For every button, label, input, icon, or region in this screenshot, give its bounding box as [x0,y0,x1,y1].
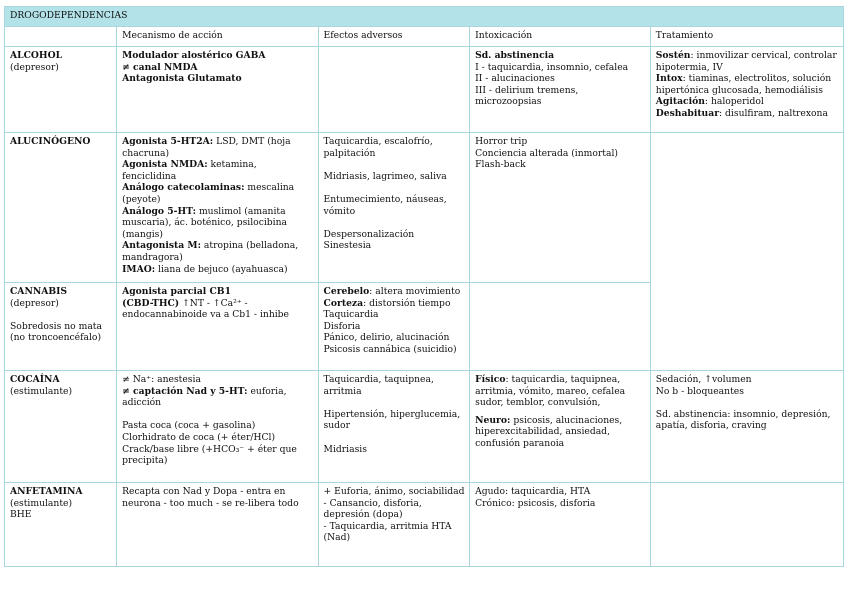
cocaina-trat-line: Sd. abstinencia: insomnio, depresión, apatía, disforia, craving [655,408,831,432]
header-efectos: Efectos adversos [318,27,470,47]
cocaina-intox-line: Físico: taquicardia, taquipnea, arritmia, vómito, mareo, cefalea sudor, temblor, convulsión, [475,374,626,409]
alucinogeno-mec-line: Análogo 5-HT: muslimol (amanita muscaria), ác. boténico, psilocibina (mangis) [122,205,288,240]
cannabis-intox [470,283,651,371]
alcohol-intox-title: Sd. abstinencia [475,50,555,61]
alcohol-name: ALCOHOL [10,50,63,61]
anfetamina-name: ANFETAMINA [10,486,83,497]
alcohol-sub: (depresor) [10,61,59,73]
anfetamina-name-cell [5,483,117,567]
alcohol-name-cell [5,47,117,133]
anfetamina-intox-line: Crónico: psicosis, disforia [475,497,596,509]
cocaina-mecanismo [117,371,318,483]
cocaina-trat-line: No b - bloqueantes [655,385,744,397]
alucinogeno-efectos [318,133,470,283]
cannabis-efectos [318,283,470,371]
cocaina-mec-line: Clorhidrato de coca (+ éter/HCl) [122,431,276,443]
anfetamina-bhe: BHE [10,509,32,521]
anfetamina-intox [470,483,651,567]
header-tratamiento: Tratamiento [650,27,843,47]
cocaina-efecto: Midriasis [323,443,367,455]
alucinogeno-intox-line: Conciencia alterada (inmortal) [475,147,618,159]
cannabis-mec-line: Agonista parcial CB1 [122,286,231,297]
cocaina-mec-line: Crack/base libre (+HCO₃⁻ + éter que precipita) [122,443,297,467]
cocaina-tratamiento [650,371,843,483]
cocaina-name-cell [5,371,117,483]
alcohol-trat-line: Sostén: inmovilizar cervical, controlar hipotermia, IV [655,50,837,73]
alucinogeno-mec-line: IMAO: liana de bejuco (ayahuasca) [122,263,288,275]
alcohol-trat-line: Deshabituar: disulfiram, naltrexona [655,107,828,119]
cocaina-name: COCAÍNA [10,374,60,385]
cannabis-extra: (no troncoencéfalo) [10,332,102,344]
alcohol-efectos [318,47,470,133]
alucinogeno-intox-line: Flash-back [475,159,526,171]
alcohol-mec-line: ≠ canal NMDA [122,61,198,73]
cocaina-intox [470,371,651,483]
cocaina-efecto: Taquicardia, taquipnea, arritmia [323,374,434,397]
alcohol-intox [470,47,651,133]
alucinogeno-efecto: Taquicardia, escalofrío, palpitación [323,136,433,159]
alucinogeno-mec-line: Análogo catecolaminas: mescalina (peyote) [122,182,295,205]
cannabis-mecanismo [117,283,318,371]
cocaina-trat-line: Sedación, ↑volumen [655,374,752,385]
table-title: DROGODEPENDENCIAS [5,7,844,27]
anfetamina-efecto: + Euforia, ánimo, sociabilidad [323,486,465,497]
alucinogeno-efecto: Despersonalización [323,228,415,240]
cocaina-efecto: Hipertensión, hiperglucemia, sudor [323,408,461,432]
cannabis-efecto: Pánico, delirio, alucinación [323,332,450,344]
alucinogeno-efecto: Entumecimiento, náuseas, vómito [323,193,447,217]
drogodependencias-table [4,6,844,567]
alucinogeno-name-cell [5,133,117,283]
alucinogeno-mec-line: Antagonista M: atropina (belladona, mandragora) [122,240,299,263]
alcohol-trat-line: Agitación: haloperidol [655,96,764,108]
cannabis-extra: Sobredosis no mata [10,320,102,332]
anfetamina-efecto: - Taquicardia, arritmia HTA (Nad) [323,520,452,544]
cocaina-sub: (estimulante) [10,385,73,397]
cocaina-mec-line: ≠ captación Nad y 5-HT: euforia, adicción [122,385,287,409]
anfetamina-efectos [318,483,470,567]
cannabis-name: CANNABIS [10,286,68,297]
anfetamina-efecto: - Cansancio, disforia, depresión (dopa) [323,497,422,521]
cannabis-efecto: Taquicardia [323,309,379,321]
alucinogeno-intox-line: Horror trip [475,136,528,147]
header-empty [5,27,117,47]
cocaina-mec-line: Pasta coca (coca + gasolina) [122,420,256,432]
cannabis-sub: (depresor) [10,297,59,309]
cocaina-mec-line: ≠ Na⁺: anestesia [122,374,201,385]
anfetamina-mec-line: Recapta con Nad y Dopa - entra en neurona - too much - se re-libera todo [122,486,299,509]
alucinogeno-efecto: Midriasis, lagrimeo, saliva [323,170,447,182]
anfetamina-intox-line: Agudo: taquicardia, HTA [475,486,591,497]
row-alucinogeno [5,133,844,283]
alcohol-mec-line: Antagonista Glutamato [122,73,242,85]
cannabis-mec-line: (CBD-THC) ↑NT - ↑Ca²⁺ - [122,297,248,309]
anfetamina-tratamiento [650,483,843,567]
alucinogeno-intox [470,133,651,283]
cocaina-intox-line: Neuro: psicosis, alucinaciones, hiperexcitabilidad, ansiedad, confusión paranoia [475,414,623,449]
cannabis-efecto: Corteza: distorsión tiempo [323,297,451,309]
alcohol-mec-line: Modulador alostérico GABA [122,50,266,61]
alcohol-intox-line: III - delirium tremens, microzoopsias [475,84,579,108]
alcohol-mecanismo [117,47,318,133]
cannabis-name-cell [5,283,117,371]
cannabis-mec-line: endocannabinoide va a Cb1 - inhibe [122,309,289,321]
alucinogeno-efecto: Sinestesia [323,240,372,252]
header-intoxicacion: Intoxicación [470,27,651,47]
alcohol-trat-line: Intox: tiaminas, electrolitos, solución hipertónica glucosada, hemodiálisis [655,73,832,96]
row-cocaina [5,371,844,483]
alucinogeno-name: ALUCINÓGENO [10,136,91,147]
anfetamina-sub: (estimulante) [10,497,73,509]
alcohol-intox-line: I - taquicardia, insomnio, cefalea [475,61,629,73]
alucinogeno-mec-line: Agonista NMDA: ketamina, fenciclidina [122,159,257,182]
cannabis-efecto: Psicosis cannábica (suicidio) [323,343,457,355]
header-mecanismo: Mecanismo de acción [117,27,318,47]
anfetamina-mecanismo [117,483,318,567]
row-alcohol [5,47,844,133]
cannabis-efecto: Disforia [323,320,361,332]
row-anfetamina [5,483,844,567]
alcohol-intox-line: II - alucinaciones [475,73,555,85]
alucinogeno-mec-line: Agonista 5-HT2A: LSD, DMT (hoja chacruna) [122,136,291,159]
cocaina-efectos [318,371,470,483]
alucinogeno-mecanismo [117,133,318,283]
alucinogeno-cannabis-tratamiento [650,133,843,371]
cannabis-efecto: Cerebelo: altera movimiento [323,286,461,297]
alcohol-tratamiento [650,47,843,133]
